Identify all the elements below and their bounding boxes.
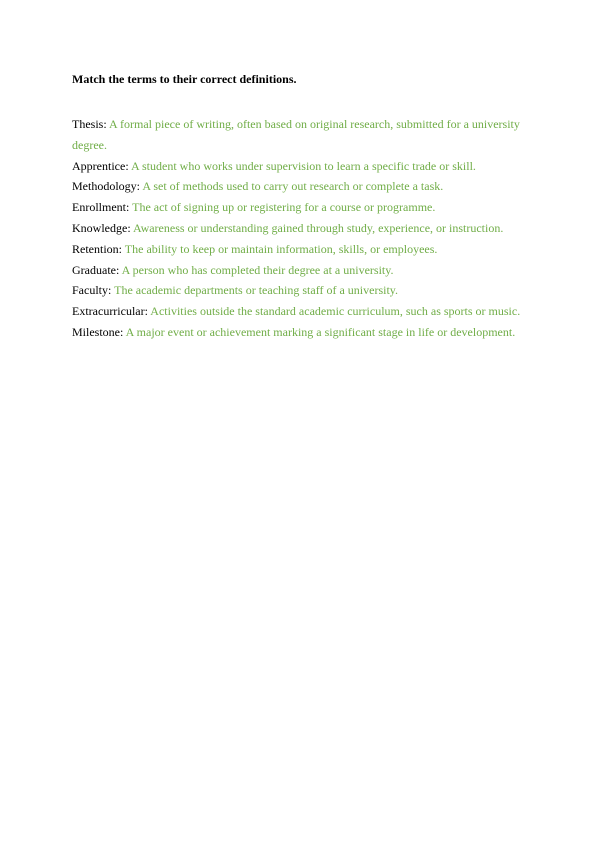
definition: Awareness or understanding gained through study, experience, or instruction. xyxy=(133,220,504,235)
definition: A major event or achievement marking a significant stage in life or development. xyxy=(125,324,516,339)
list-item: Retention: The ability to keep or maintain information, skills, or employees. xyxy=(72,241,438,256)
term: Retention xyxy=(72,241,119,256)
list-item: Thesis: A formal piece of writing, often based on original research, submitted for a university degree. xyxy=(72,117,520,152)
list-item: Apprentice: A student who works under supervision to learn a specific trade or skill. xyxy=(72,158,476,173)
term: Faculty xyxy=(72,283,108,298)
term: Graduate xyxy=(72,262,116,277)
definition: The act of signing up or registering for a course or programme. xyxy=(132,200,436,215)
definition: The ability to keep or maintain information, skills, or employees. xyxy=(124,241,438,256)
term: Methodology xyxy=(72,179,137,194)
definition: A set of methods used to carry out research or complete a task. xyxy=(142,179,444,194)
term: Thesis xyxy=(72,117,104,131)
term: Enrollment xyxy=(72,200,126,215)
definition: A student who works under supervision to learn a specific trade or skill. xyxy=(130,158,476,173)
term: Extracurricular xyxy=(72,304,145,319)
definition: The academic departments or teaching staff of a university. xyxy=(114,283,399,298)
list-item: Knowledge: Awareness or understanding gained through study, experience, or instruction. xyxy=(72,220,504,235)
definition: A person who has completed their degree at a university. xyxy=(121,262,394,277)
term: Milestone xyxy=(72,324,120,339)
definition: Activities outside the standard academic curriculum, such as sports or music. xyxy=(150,304,521,319)
list-item: Milestone: A major event or achievement marking a significant stage in life or development. xyxy=(72,324,516,339)
list-item: Faculty: The academic departments or teaching staff of a university. xyxy=(72,283,399,298)
list-item: Methodology: A set of methods used to carry out research or complete a task. xyxy=(72,179,444,194)
list-item: Extracurricular: Activities outside the standard academic curriculum, such as sports or music. xyxy=(72,304,521,319)
term-definition-list xyxy=(72,114,532,343)
list-item: Enrollment: The act of signing up or registering for a course or programme. xyxy=(72,200,436,215)
term: Knowledge xyxy=(72,220,128,235)
document-page xyxy=(72,71,532,343)
definition: A formal piece of writing, often based on original research, submitted for a university degree. xyxy=(72,117,520,152)
list-item: Graduate: A person who has completed their degree at a university. xyxy=(72,262,394,277)
term: Apprentice xyxy=(72,158,126,173)
instruction-heading: Match the terms to their correct definitions. xyxy=(72,72,297,86)
